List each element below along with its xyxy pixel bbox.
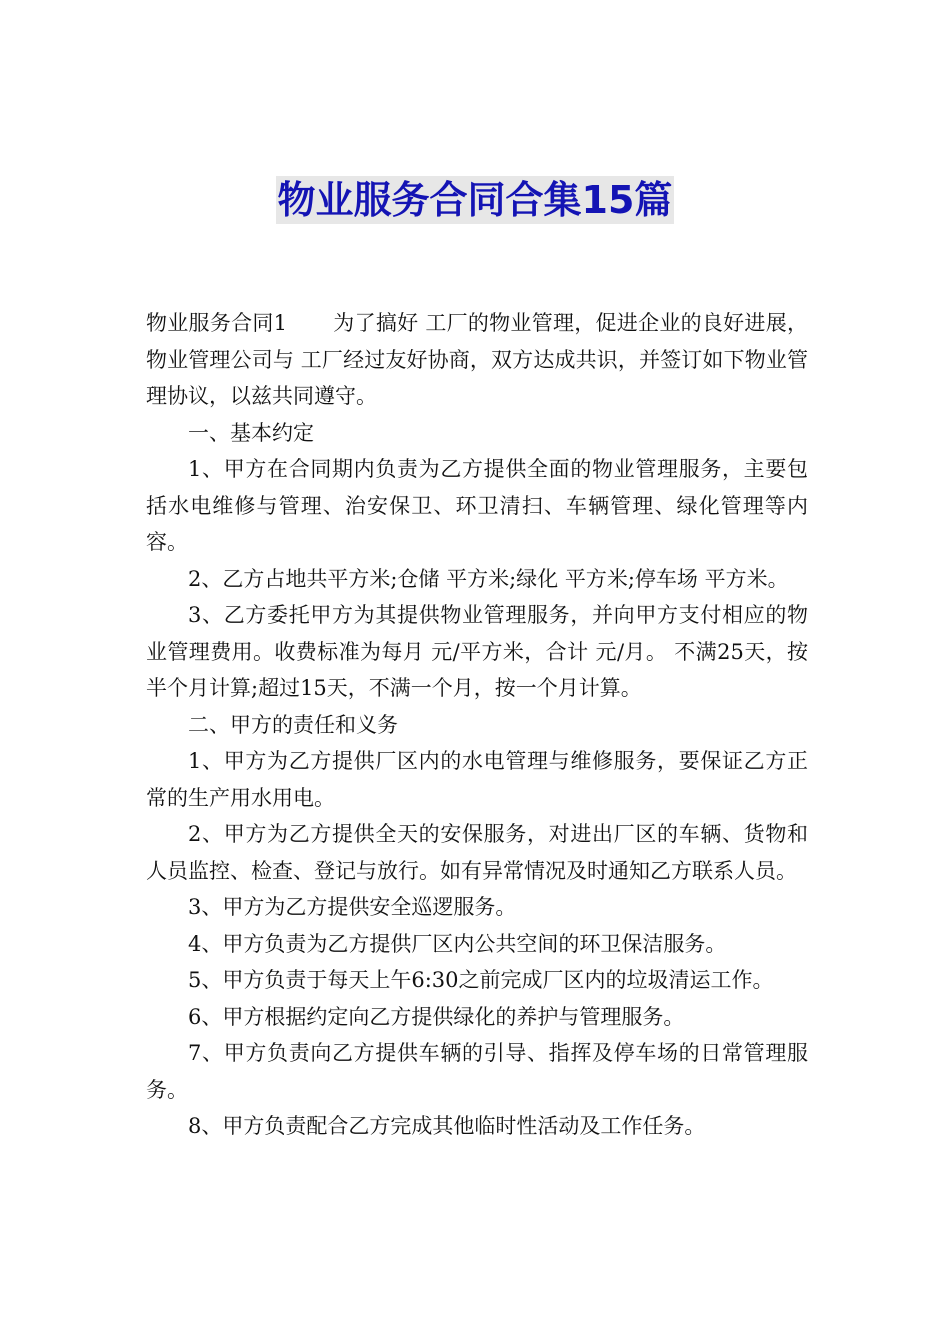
intro-paragraph	[146, 305, 808, 415]
intro-text: 为了搞好 工厂的物业管理，促进企业的良好进展， 物业管理公司与 工厂经过友好协商，双方达成共识，并签订如下物业管理协议，以兹共同遵守。	[146, 311, 808, 408]
clause-party-a-2: 2、甲方为乙方提供全天的安保服务，对进出厂区的车辆、货物和人员监控、检查、登记与放行。如有异常情况及时通知乙方联系人员。	[146, 822, 808, 883]
clause-party-a-4: 4、甲方负责为乙方提供厂区内公共空间的环卫保洁服务。	[188, 931, 727, 956]
clause-basic-1: 1、甲方在合同期内负责为乙方提供全面的物业管理服务，主要包括水电维修与管理、治安保卫、环卫清扫、车辆管理、绿化管理等内容。	[146, 457, 808, 554]
title-container	[0, 176, 950, 224]
clause-party-a-7: 7、甲方负责向乙方提供车辆的引导、指挥及停车场的日常管理服务。	[146, 1041, 808, 1102]
document-body	[146, 305, 808, 1145]
section-heading-basic: 一、基本约定	[188, 420, 314, 445]
intro-label: 物业服务合同1	[146, 311, 288, 335]
clause-party-a-8: 8、甲方负责配合乙方完成其他临时性活动及工作任务。	[188, 1114, 706, 1138]
clause-party-a-5: 5、甲方负责于每天上午6:30之前完成厂区内的垃圾清运工作。	[188, 968, 774, 992]
section-heading-party-a: 二、甲方的责任和义务	[188, 712, 398, 737]
document-title: 物业服务合同合集15篇	[277, 178, 673, 222]
clause-basic-3: 3、乙方委托甲方为其提供物业管理服务，并向甲方支付相应的物业管理费用。收费标准为每月 元/平方米，合计 元/月。 不满25天，按半个月计算;超过15天，不满一个月，按一个月计算。	[146, 603, 808, 700]
clause-party-a-3: 3、甲方为乙方提供安全巡逻服务。	[188, 895, 517, 919]
clause-basic-2: 2、乙方占地共平方米;仓储 平方米;绿化 平方米;停车场 平方米。	[188, 566, 789, 591]
clause-party-a-6: 6、甲方根据约定向乙方提供绿化的养护与管理服务。	[188, 1004, 685, 1029]
clause-party-a-1: 1、甲方为乙方提供厂区内的水电管理与维修服务，要保证乙方正常的生产用水用电。	[146, 749, 808, 810]
